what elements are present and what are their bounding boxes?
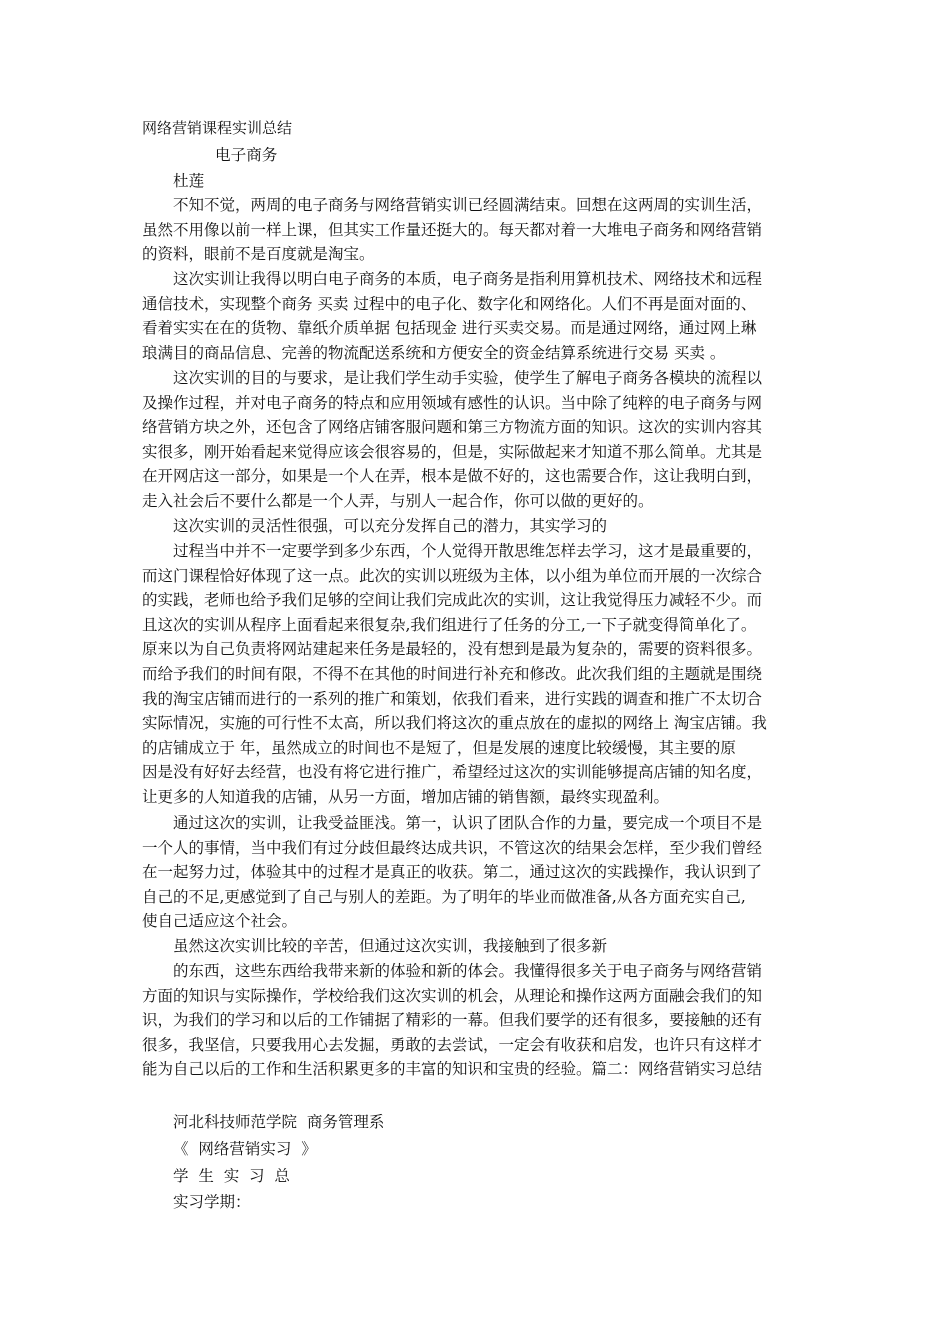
paragraph-line: 虽然不用像以前一样上课，但其实工作量还挺大的。每天都对着一大堆电子商务和网络营销 xyxy=(142,220,763,239)
paragraph-line: 通信技术，实现整个商务 买卖 过程中的电子化、数字化和网络化。人们不再是面对面的、 xyxy=(142,294,757,313)
internship-term-label: 实习学期： xyxy=(173,1193,251,1211)
paragraph-line: 琅满目的商品信息、完善的物流配送系统和方便安全的资金结算系统进行交易 买卖 。 xyxy=(142,343,726,362)
paragraph-4 xyxy=(142,514,810,539)
paragraph-line: 因是没有好好去经营，也没有将它进行推广，希望经过这次的实训能够提高店铺的知名度， xyxy=(142,763,763,782)
paragraph-line: 而给予我们的时间有限，不得不在其他的时间进行补充和修改。此次我们组的主题就是围绕 xyxy=(142,664,763,683)
paragraph-line: 实际情况，实施的可行性不太高，所以我们将这次的重点放在的虚拟的网络上 淘宝店铺。我 xyxy=(142,714,767,733)
report-heading: 学 生 实 习 总 xyxy=(173,1167,290,1185)
paragraph-line: 看着实实在在的货物、靠纸介质单据 包括现金 进行买卖交易。而是通过网络，通过网上琳 xyxy=(142,319,757,338)
paragraph-line: 的东西，这些东西给我带来新的体验和新的体会。我懂得很多关于电子商务与网络营销 xyxy=(173,962,763,980)
paragraph-line: 我的淘宝店铺而进行的一系列的推广和策划，依我们看来，进行实践的调查和推广不太切合 xyxy=(142,689,763,708)
paragraph-line: 方面的知识与实际操作，学校给我们这次实训的机会，从理论和操作这两方面融会我们的知 xyxy=(142,986,763,1005)
paragraph-6 xyxy=(142,811,810,934)
paragraph-2 xyxy=(142,267,810,365)
paragraph-line: 原来以为自己负责将网站建起来任务是最轻的，没有想到是最为复杂的，需要的资料很多。 xyxy=(142,640,763,659)
paragraph-line: 的实践，老师也给予我们足够的空间让我们完成此次的实训，这让我觉得压力减轻不少。而 xyxy=(142,591,763,610)
paragraph-line: 的店铺成立于 年，虽然成立的时间也不是短了，但是发展的速度比较缓慢，其主要的原 xyxy=(142,738,736,757)
paragraph-line: 让更多的人知道我的店铺，从另一方面，增加店铺的销售额，最终实现盈利。 xyxy=(142,787,670,806)
document-subtitle: 电子商务 xyxy=(215,146,278,164)
paragraph-line: 走入社会后不要什么都是一个人弄，与别人一起合作，你可以做的更好的。 xyxy=(142,491,654,510)
paragraph-line: 使自己适应这个社会。 xyxy=(142,912,298,931)
author-name: 杜莲 xyxy=(173,172,205,190)
paragraph-line: 识，为我们的学习和以后的工作铺据了精彩的一幕。但我们要学的还有很多，要接触的还有 xyxy=(142,1011,763,1030)
paragraph-7 xyxy=(142,934,810,959)
paragraph-line: 这次实训的灵活性很强，可以充分发挥自己的潜力，其实学习的 xyxy=(173,517,608,535)
paragraph-line: 而这门课程恰好体现了这一点。此次的实训以班级为主体，以小组为单位而开展的一次综合 xyxy=(142,566,763,585)
paragraph-line: 通过这次的实训，让我受益匪浅。第一，认识了团队合作的力量，要完成一个项目不是 xyxy=(173,814,763,832)
course-name: 《 网络营销实习 》 xyxy=(173,1140,317,1158)
paragraph-line: 很多，我坚信，只要我用心去发掘，勇敢的去尝试，一定会有收获和启发，也许只有这样才 xyxy=(142,1035,763,1054)
paragraph-line: 不知不觉，两周的电子商务与网络营销实训已经圆满结束。回想在这两周的实训生活， xyxy=(173,196,763,214)
document-title: 网络营销课程实训总结 xyxy=(142,119,293,137)
paragraph-line: 及操作过程，并对电子商务的特点和应用领域有感性的认识。当中除了纯粹的电子商务与网 xyxy=(142,393,763,412)
paragraph-line: 一个人的事情，当中我们有过分歧但最终达成共识，不管这次的结果会怎样，至少我们曾经 xyxy=(142,838,763,857)
paragraph-5 xyxy=(142,539,810,810)
paragraph-line: 能为自己以后的工作和生活积累更多的丰富的知识和宝贵的经验。篇二：网络营销实习总结 xyxy=(142,1060,763,1079)
paragraph-line: 络营销方块之外，还包含了网络店铺客服问题和第三方物流方面的知识。这次的实训内容其 xyxy=(142,418,763,437)
paragraph-line: 实很多，刚开始看起来觉得应该会很容易的，但是，实际做起来才知道不那么简单。尤其是 xyxy=(142,442,763,461)
paragraph-line: 在开网店这一部分，如果是一个人在弄，根本是做不好的，这也需要合作，这让我明白到， xyxy=(142,467,763,486)
paragraph-line: 且这次的实训从程序上面看起来很复杂,我们组进行了任务的分工,一下子就变得简单化了。 xyxy=(142,615,757,634)
paragraph-3 xyxy=(142,366,810,514)
paragraph-line: 的资料，眼前不是百度就是淘宝。 xyxy=(142,245,375,264)
paragraph-line: 自己的不足,更感觉到了自己与别人的差距。为了明年的毕业而做准备,从各方面充实自己, xyxy=(142,887,746,906)
paragraph-line: 在一起努力过，体验其中的过程才是真正的收获。第二，通过这次的实践操作，我认识到了 xyxy=(142,863,763,882)
paragraph-8 xyxy=(142,959,810,1082)
paragraph-line: 虽然这次实训比较的辛苦，但通过这次实训，我接触到了很多新 xyxy=(173,937,608,955)
paragraph-line: 过程当中并不一定要学到多少东西，个人觉得开散思维怎样去学习，这才是最重要的， xyxy=(173,542,763,560)
paragraph-line: 这次实训让我得以明白电子商务的本质，电子商务是指利用算机技术、网络技术和远程 xyxy=(173,270,763,288)
paragraph-1 xyxy=(142,193,810,267)
school-department: 河北科技师范学院 商务管理系 xyxy=(173,1113,385,1131)
paragraph-line: 这次实训的目的与要求，是让我们学生动手实验，使学生了解电子商务各模块的流程以 xyxy=(173,369,763,387)
